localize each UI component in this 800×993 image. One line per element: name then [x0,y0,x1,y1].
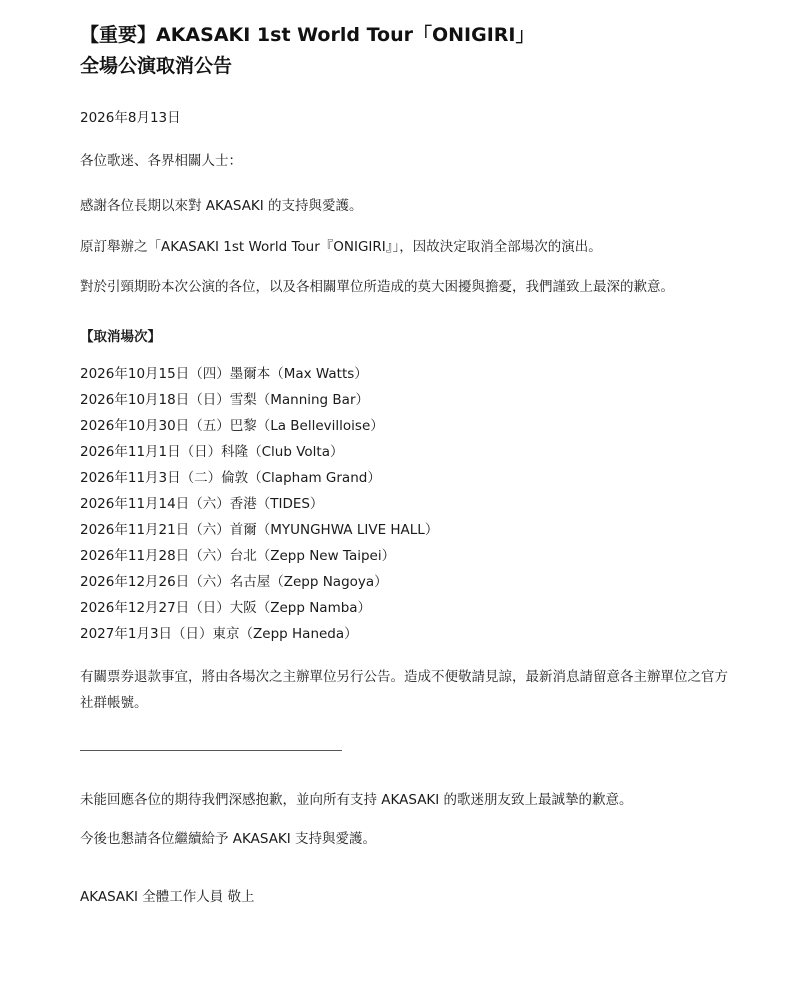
show-item: 2026年10月15日（四）墨爾本（Max Watts） [80,366,368,382]
show-item: 2026年11月21日（六）首爾（MYUNGHWA LIVE HALL） [80,522,439,538]
announcement-document [80,0,760,905]
title-line-1: 【重要】AKASAKI 1st World Tour「ONIGIRI」 [80,24,535,46]
show-item: 2027年1月3日（日）東京（Zepp Haneda） [80,626,358,642]
show-item: 2026年11月14日（六）香港（TIDES） [80,496,324,512]
show-item: 2026年11月28日（六）台北（Zepp New Taipei） [80,548,396,564]
apology-paragraph: 對於引頸期盼本次公演的各位，以及各相關單位所造成的莫大困擾與擔憂，我們謹致上最深的歉意。 [80,279,674,295]
closing-apology: 未能回應各位的期待我們深感抱歉，並向所有支持 AKASAKI 的歌迷朋友致上最誠摯的歉意。 [80,792,633,808]
thanks-paragraph: 感謝各位長期以來對 AKASAKI 的支持與愛護。 [80,198,363,214]
divider-line [80,750,342,751]
show-item: 2026年11月3日（二）倫敦（Clapham Grand） [80,470,381,486]
cancelled-shows-heading: 【取消場次】 [80,329,161,345]
show-item: 2026年12月27日（日）大阪（Zepp Namba） [80,600,372,616]
greeting: 各位歌迷、各界相關人士： [80,153,242,169]
show-item: 2026年12月26日（六）名古屋（Zepp Nagoya） [80,574,388,590]
show-item: 2026年10月18日（日）雪梨（Manning Bar） [80,392,369,408]
announcement-date: 2026年8月13日 [80,110,181,126]
show-item: 2026年10月30日（五）巴黎（La Bellevilloise） [80,418,384,434]
cancellation-paragraph: 原訂舉辦之「AKASAKI 1st World Tour『ONIGIRI』」，因故決定取消全部場次的演出。 [80,239,602,255]
signature: AKASAKI 全體工作人員 敬上 [80,889,255,905]
title-line-2: 全場公演取消公告 [80,55,233,77]
refund-notice: 有關票券退款事宜，將由各場次之主辦單位另行公告。造成不便敬請見諒，最新消息請留意各主辦單位之官方社群帳號。 [80,669,728,711]
page-title [80,0,760,82]
closing-request: 今後也懇請各位繼續給予 AKASAKI 支持與愛護。 [80,831,377,847]
cancelled-shows-list [80,361,438,647]
show-item: 2026年11月1日（日）科隆（Club Volta） [80,444,344,460]
